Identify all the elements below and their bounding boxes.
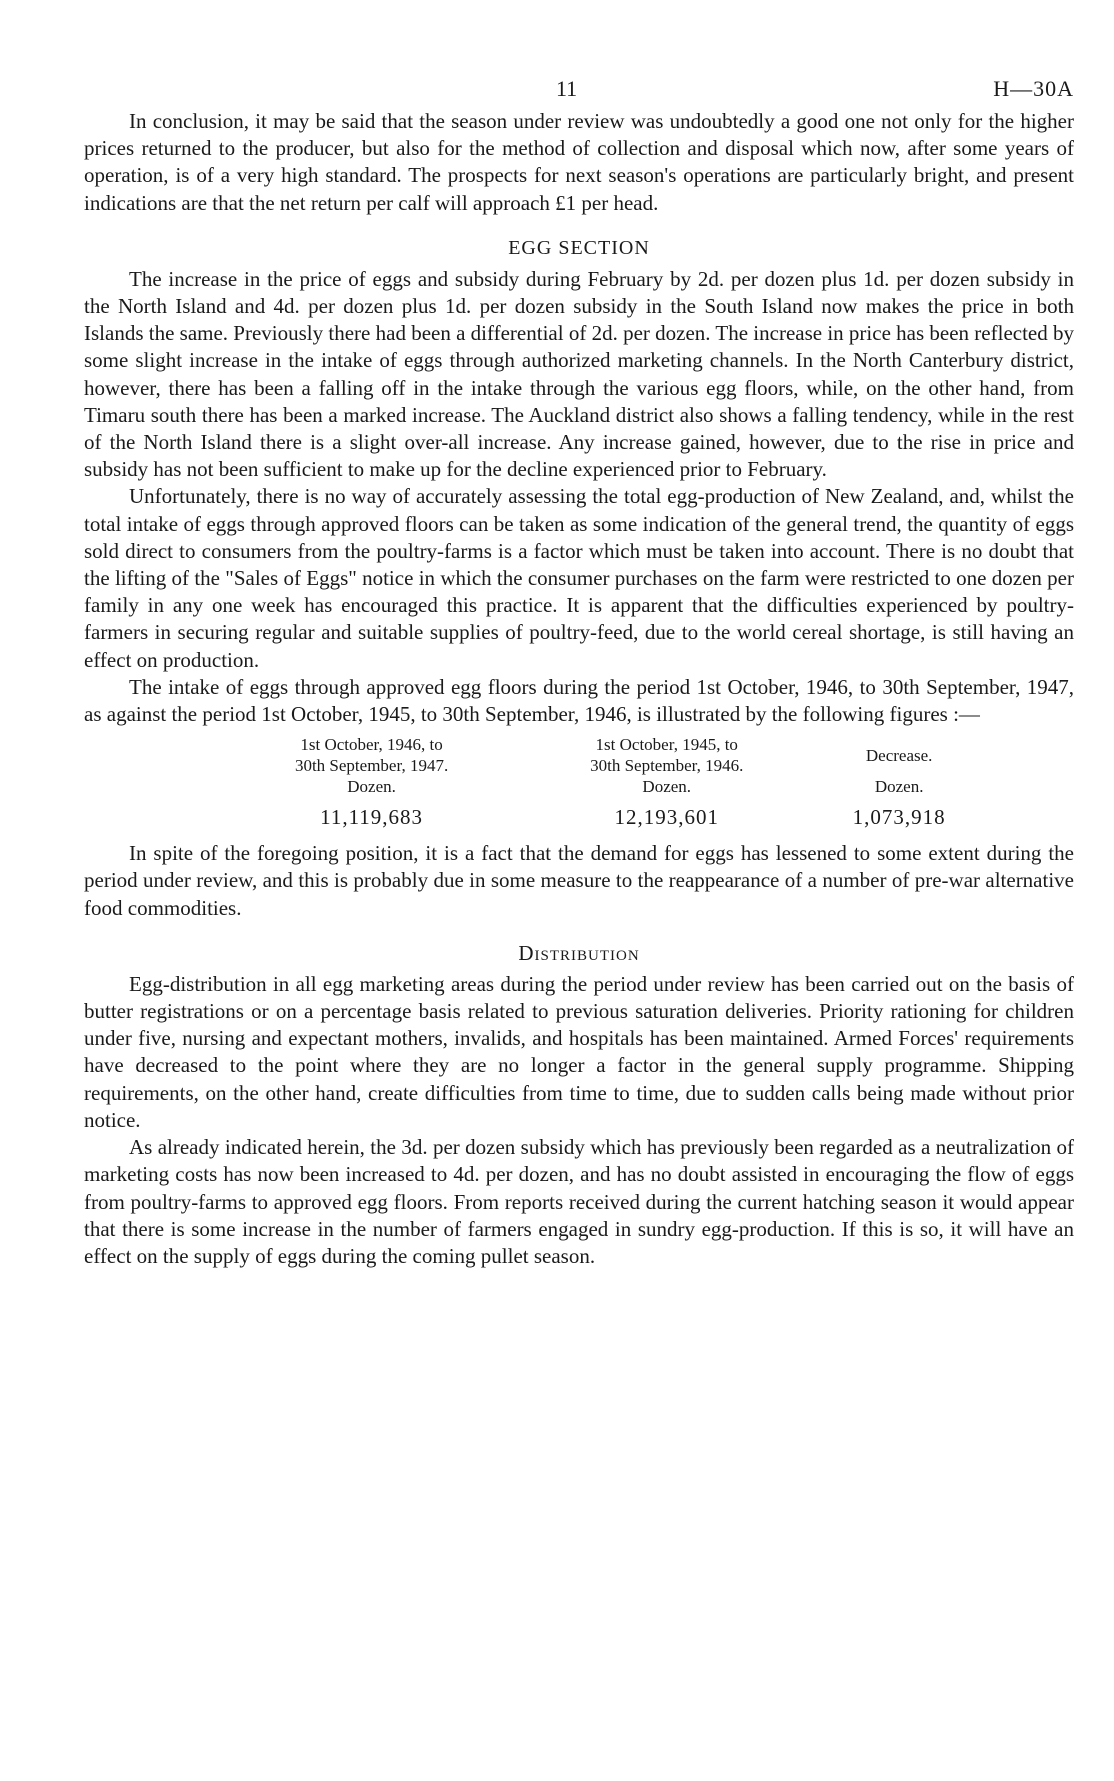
column-header-line: 1st October, 1946, to xyxy=(300,735,443,755)
table-row xyxy=(224,797,984,840)
page-number: 11 xyxy=(556,76,578,101)
egg-paragraph-3: The intake of eggs through approved egg floors during the period 1st October, 1946, to 30th September, 1947, as against the period 1st October, 1945, to 30th September, 1946, is illustrated by the following figures :— xyxy=(84,674,1074,727)
table-unit-row xyxy=(224,776,984,797)
table-header-row xyxy=(224,734,984,776)
unit-label: Dozen. xyxy=(874,777,924,797)
page-header xyxy=(84,68,1074,108)
distribution-paragraph-1: Egg-distribution in all egg marketing areas during the period under review has been carried out on the basis of butter registrations or on a percentage basis related to previous saturation deliveries. Priority rationing for children under five, nursing and expectant mothers, invalids, and hospitals has been maintained. Armed Forces' requirements have decreased to the point where they are no longer a factor in the general supply programme. Shipping requirements, on the other hand, create difficulties from time to time, due to sudden calls being made without prior notice. xyxy=(84,971,1074,1132)
intro-paragraph: In conclusion, it may be said that the season under review was undoubtedly a good one not only for the higher prices returned to the producer, but also for the method of collection and disposal which now, after some years of operation, is of a very high standard. The prospects for next season's operations are particularly bright, and present indications are that the net return per calf will approach £1 per head. xyxy=(84,109,1074,215)
distribution-paragraph-2: As already indicated herein, the 3d. per dozen subsidy which has previously been regarded as a neutralization of marketing costs has now been increased to 4d. per dozen, and has no doubt assisted in encouraging the flow of eggs from poultry-farms to approved egg floors. From reports received during the current hatching season it would appear that there is some increase in the number of farmers engaged in sundry egg-production. If this is so, it will have an effect on the supply of eggs during the coming pullet season. xyxy=(84,1135,1074,1268)
column-header-line: Decrease. xyxy=(865,745,933,765)
value-1945-46: 12,193,601 xyxy=(614,805,719,830)
value-decrease: 1,073,918 xyxy=(852,805,946,830)
document-page xyxy=(84,68,1074,1270)
column-header-line: 30th September, 1947. xyxy=(294,756,449,776)
egg-paragraph-1: The increase in the price of eggs and subsidy during February by 2d. per dozen plus 1d. per dozen subsidy in the North Island and 4d. per dozen plus 1d. per dozen subsidy in the South Island now makes the price in both Islands the same. Previously there had been a differential of 2d. per dozen. The increase in price has been reflected by some slight increase in the intake of eggs through authorized marketing channels. In the North Canterbury district, however, there has been a falling off in the intake through the various egg floors, while, on the other hand, from Timaru south there has been a marked increase. The Auckland district also shows a falling tendency, while in the rest of the North Island there is a slight over-all increase. Any increase gained, however, due to the rise in price and subsidy has not been sufficient to make up for the decline experienced prior to February. xyxy=(84,266,1074,482)
distribution-heading: Distribution xyxy=(518,940,640,965)
column-header-1946-47 xyxy=(224,734,519,776)
column-header-line: 1st October, 1945, to xyxy=(595,735,738,755)
column-header-decrease xyxy=(814,734,984,776)
egg-paragraph-2: Unfortunately, there is no way of accurately assessing the total egg-production of New Zealand, and, whilst the total intake of eggs through approved floors can be taken as some indication of the general trend, the quantity of eggs sold direct to consumers from the poultry-farms is a factor which must be taken into account. There is no doubt that the lifting of the "Sales of Eggs" notice in which the consumer purchases on the farm were restricted to one dozen per family in any one week has encouraged this practice. It is apparent that the difficulties experienced by poultry-farmers in securing regular and suitable supplies of poultry-feed, due to the world cereal shortage, is still having an effect on production. xyxy=(84,484,1074,672)
egg-section-heading: EGG SECTION xyxy=(508,236,650,259)
unit-label: Dozen. xyxy=(347,777,396,797)
unit-label: Dozen. xyxy=(642,777,692,797)
value-1946-47: 11,119,683 xyxy=(320,805,424,830)
egg-closing-paragraph: In spite of the foregoing position, it is a fact that the demand for eggs has lessened to some extent during the period under review, and this is probably due in some measure to the reappearance of a number of pre-war alternative food commodities. xyxy=(84,841,1074,920)
egg-intake-table xyxy=(224,734,984,840)
column-header-line: 30th September, 1946. xyxy=(590,756,744,776)
column-header-1945-46 xyxy=(519,734,814,776)
document-code: H—30A xyxy=(993,76,1074,101)
